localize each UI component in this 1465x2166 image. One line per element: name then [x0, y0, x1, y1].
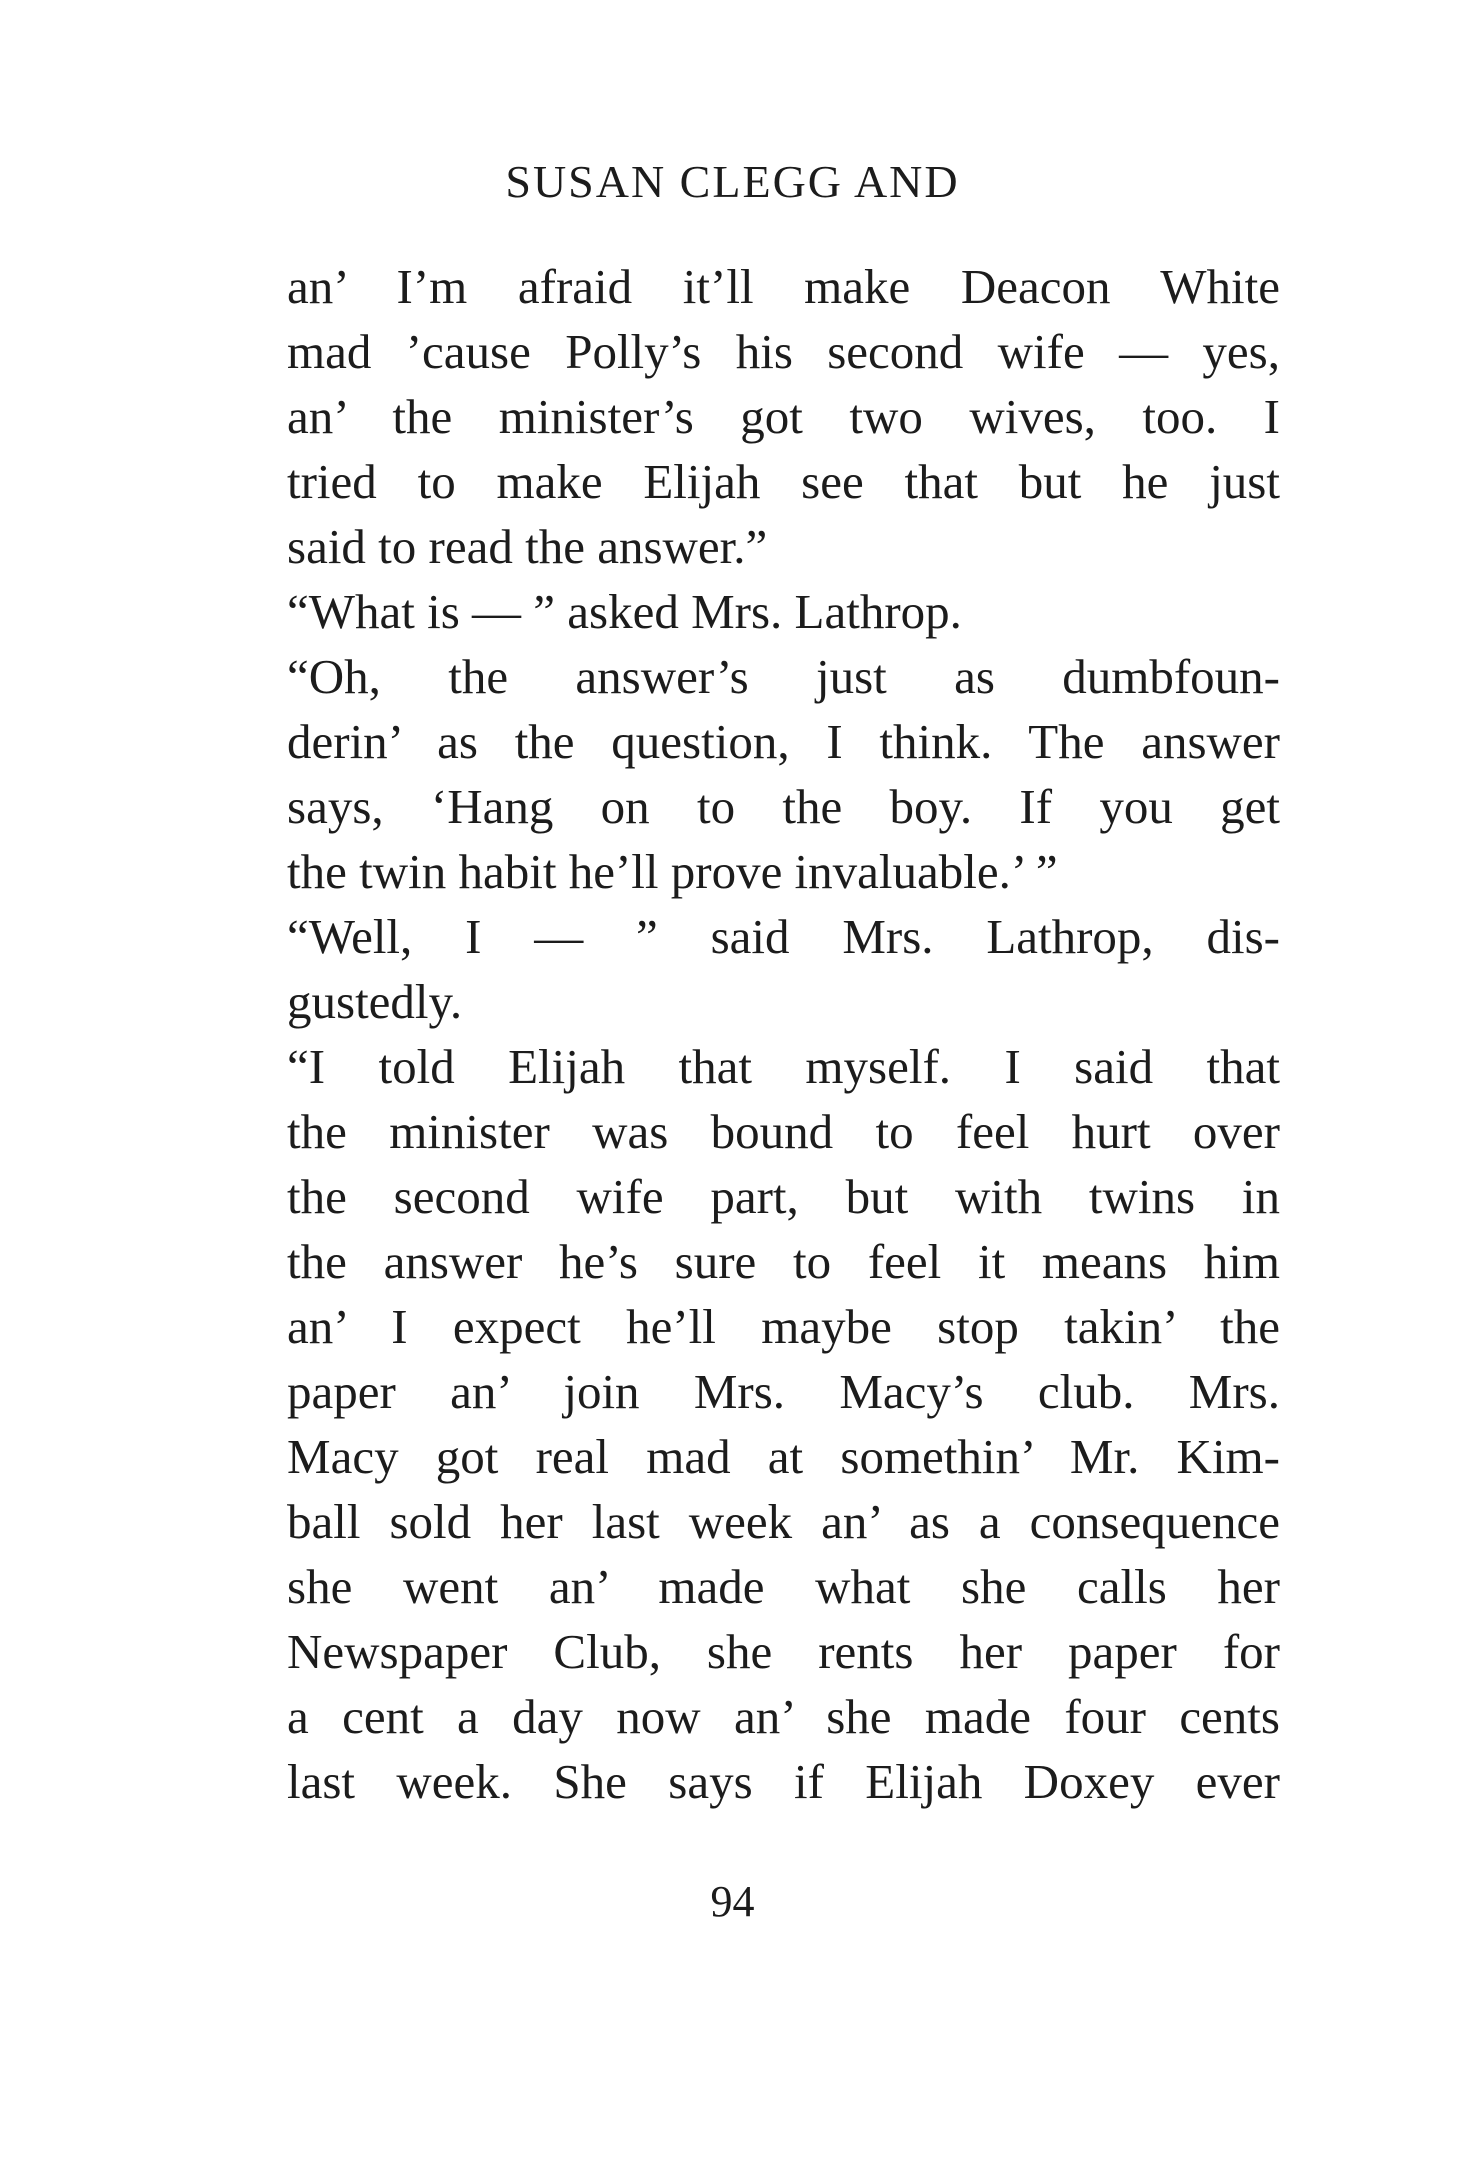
text-line: tried to make Elijah see that but he just — [287, 454, 1280, 509]
text-line: last week. She says if Elijah Doxey ever — [287, 1754, 1280, 1809]
text-line: the minister was bound to feel hurt over — [287, 1104, 1280, 1159]
text-line: says, ‘Hang on to the boy. If you get — [287, 779, 1280, 834]
text-line: the twin habit he’ll prove invaluable.’ ” — [287, 844, 1058, 899]
body-text — [287, 254, 1280, 1814]
text-line: the answer he’s sure to feel it means him — [287, 1234, 1280, 1289]
text-line: derin’ as the question, I think. The answer — [287, 714, 1280, 769]
text-line: an’ I expect he’ll maybe stop takin’ the — [287, 1299, 1280, 1354]
text-line: an’ I’m afraid it’ll make Deacon White — [287, 259, 1280, 314]
text-line: an’ the minister’s got two wives, too. I — [287, 389, 1280, 444]
running-head: SUSAN CLEGG AND — [505, 156, 960, 207]
text-line: “What is — ” asked Mrs. Lathrop. — [287, 584, 962, 639]
text-line: she went an’ made what she calls her — [287, 1559, 1280, 1614]
text-line: Macy got real mad at somethin’ Mr. Kim- — [287, 1429, 1280, 1484]
text-line: paper an’ join Mrs. Macy’s club. Mrs. — [287, 1364, 1280, 1419]
text-line: the second wife part, but with twins in — [287, 1169, 1280, 1224]
page-number: 94 — [710, 1877, 755, 1926]
text-line: “Oh, the answer’s just as dumbfoun- — [287, 649, 1280, 704]
text-line: gustedly. — [287, 974, 463, 1029]
text-line: Newspaper Club, she rents her paper for — [287, 1624, 1280, 1679]
text-line: “I told Elijah that myself. I said that — [287, 1039, 1280, 1094]
text-line: “Well, I — ” said Mrs. Lathrop, dis- — [287, 909, 1280, 964]
text-line: mad ’cause Polly’s his second wife — yes, — [287, 324, 1280, 379]
text-line: said to read the answer.” — [287, 519, 768, 574]
text-line: a cent a day now an’ she made four cents — [287, 1689, 1280, 1744]
text-line: ball sold her last week an’ as a consequence — [287, 1494, 1280, 1549]
